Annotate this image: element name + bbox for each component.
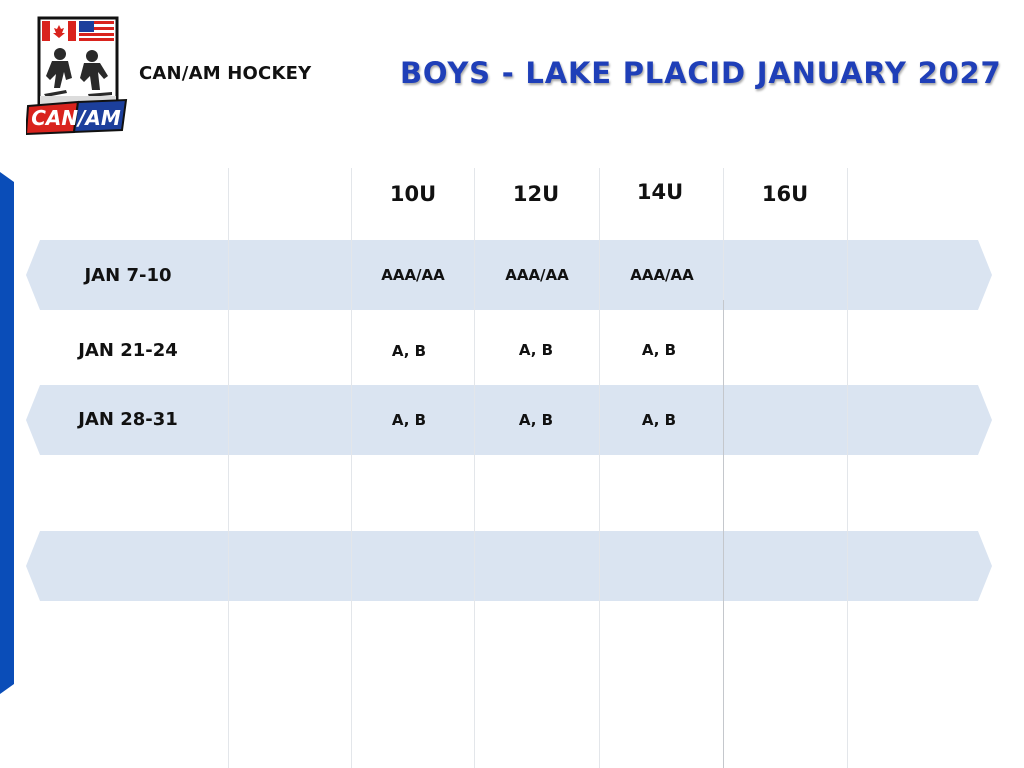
row-label-jan-28-31: JAN 28-31 (78, 409, 178, 430)
table-cell: A, B (391, 411, 427, 429)
table-cell: A, B (641, 411, 677, 429)
column-divider (723, 168, 724, 300)
column-divider (847, 168, 848, 768)
table-cell: A, B (391, 342, 427, 360)
column-divider (599, 168, 600, 768)
table-cell: A, B (518, 411, 554, 429)
column-header-12u: 12U (512, 182, 560, 206)
accent-shape (0, 172, 14, 694)
left-accent-bar (0, 172, 14, 694)
table-cell: AAA/AA (505, 266, 569, 284)
column-divider (474, 168, 475, 768)
svg-text:CAN/AM: CAN/AM (31, 106, 121, 130)
us-flag-canton (79, 21, 94, 32)
table-cell: A, B (518, 341, 554, 359)
column-divider (228, 168, 229, 768)
row-label-jan-7-10: JAN 7-10 (84, 265, 172, 286)
column-divider (723, 300, 724, 768)
column-header-16u: 16U (761, 182, 809, 206)
column-divider (351, 168, 352, 768)
row-label-jan-21-24: JAN 21-24 (78, 340, 178, 361)
page-title: BOYS - LAKE PLACID JANUARY 2027 (400, 56, 1002, 90)
table-cell: AAA/AA (630, 266, 694, 284)
column-header-14u: 14U (636, 180, 684, 204)
column-header-10u: 10U (389, 182, 437, 206)
table-cell: AAA/AA (381, 266, 445, 284)
table-cell: A, B (641, 341, 677, 359)
canam-logo (26, 16, 128, 138)
brand-name: CAN/AM HOCKEY (139, 63, 312, 84)
